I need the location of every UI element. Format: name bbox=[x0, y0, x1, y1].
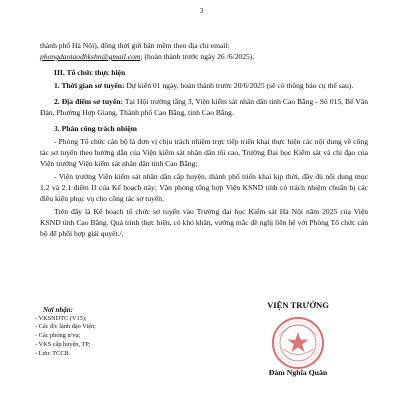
page-number: 3 bbox=[199, 7, 204, 15]
signer-name: Đàm Nghĩa Quân bbox=[268, 368, 328, 377]
responsibility-paragraph-2: - Viện trưởng Viện kiểm sát nhân dân cấp huyện, thành phố triển khai kịp thời, đầy đủ nội dung mục 1.2 và 2.1 điểm II của Kế hoạch này; Văn phòng tổng hợp Viện KSND tỉnh có trách nhiệm chuẩn bị các điều kiện phục vụ cho công tác sơ tuyển. bbox=[40, 172, 368, 203]
recipients-title: Nơi nhận: bbox=[43, 306, 74, 314]
email-address[interactable]: phongdaotaodhkshn@gmail.com bbox=[40, 52, 141, 61]
closing-paragraph: Trên đây là Kế hoạch tổ chức sơ tuyển vào Trường đại học Kiểm sát Hà Nội năm 2025 của Viện KSND tỉnh Cao Bằng. Quá trình thực hiện, có khó khăn, vướng mắc đề nghị liên hệ với Phòng Tổ chức cán bộ để phối hợp giải quyết./. bbox=[40, 207, 368, 238]
item-location-lead: 2. Địa điểm sơ tuyển: bbox=[54, 97, 123, 106]
document-body bbox=[40, 40, 368, 239]
responsibility-heading: 3. Phân công trách nhiệm bbox=[54, 124, 137, 133]
recipient-item: - Các đ/c lãnh đạo Viện; bbox=[35, 323, 96, 331]
signature-block bbox=[238, 300, 358, 377]
item-time-text: Dự kiến 01 ngày, hoàn thành trước 20/6/2025 (sẽ có thông báo cụ thể sau). bbox=[124, 81, 354, 90]
recipient-item: - Lưu: TCCB. bbox=[35, 349, 71, 357]
section-heading: III. Tổ chức thực hiện bbox=[54, 68, 126, 77]
recipient-item: - VKS cấp huyện, TP; bbox=[35, 340, 91, 348]
item-time bbox=[40, 80, 368, 91]
recipient-item: - VKSNDTC (V15); bbox=[35, 314, 87, 322]
responsibility-paragraph-1: - Phòng Tổ chức cán bộ là đơn vị chịu trách nhiệm trực tiếp triển khai thực hiện các nội dung về công tác sơ tuyển theo hướng dẫn của Viện kiểm sát nhân dân tối cao, Trường Đại học Kiểm sát và chỉ đạo của Viện trưởng Viện kiểm sát nhân dân tỉnh Cao Bằng; bbox=[40, 137, 368, 168]
recipients-block bbox=[35, 306, 96, 358]
signer-title: VIỆN TRƯỞNG bbox=[267, 300, 329, 310]
item-location-text: Tại Hội trường tầng 3, Viện kiểm sát nhân dân tỉnh Cao Bằng - Số 015, Bế Văn Đàn, Phường Hợp Giang, Thành phố Cao Bằng, tỉnh Cao Bằng. bbox=[40, 97, 368, 117]
official-seal-icon bbox=[271, 316, 325, 370]
item-time-lead: 1. Thời gian sơ tuyển: bbox=[54, 81, 125, 90]
recipient-item: - Các phòng n/vụ; bbox=[35, 332, 81, 340]
email-line-prefix: thành phố Hà Nội), đồng thời gửi bản mềm theo địa chỉ email: bbox=[40, 41, 230, 50]
email-line-suffix: ; (hoàn thành trước ngày 26 /6/2025). bbox=[140, 52, 255, 61]
email-line bbox=[40, 40, 368, 62]
item-location bbox=[40, 96, 368, 118]
